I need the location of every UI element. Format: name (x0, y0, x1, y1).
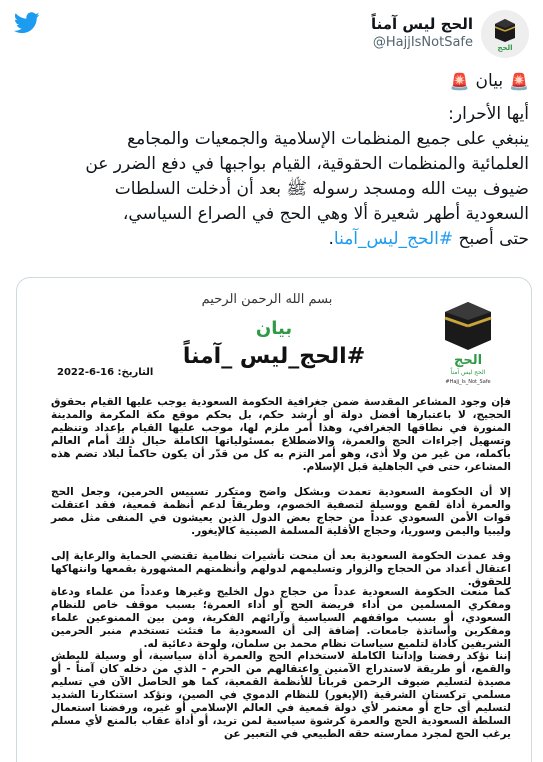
author-names (371, 14, 473, 52)
tweet-line-prefix: حتى أصبح (458, 229, 529, 249)
tweet-heading (14, 66, 529, 96)
statement-document (17, 278, 531, 762)
tweet-line: ضيوف بيت الله ومسجد رسوله ﷺ بعد أن أدخلت السلطات (114, 179, 529, 199)
tweet-line: ينبغي على جميع المنظمات الإسلامية والجمعيات والمجامع (127, 129, 529, 149)
rotating-light-icon: 🚨 (449, 71, 470, 91)
doc-logo-tag: #Hajj_Is_Not_Safe (445, 379, 491, 385)
tweet-last-line (14, 227, 529, 252)
doc-logo-text: الحج (453, 353, 483, 368)
kaaba-logo-icon (481, 10, 529, 58)
document-paragraph: كما منعت الحكومة السعودية عدداً من حجاج دول الخليج وغيرها وعدداً من علماء ودعاة ومفكري المسلمين من أداء فريضة الحج أو أداء العمرة؛ بسبب موقف خاص للنظام السعودي، أو بسبب مواقفهم السياسية وآرائهم الفكرية، ومن بين الممنوعين علماء ومفكرين وأساتذة جامعات. إضافة إلى أن السعودية ما فتئت تستخدم منبر الحرمين الشريفين كأداة لتلميع سياسات نظام محمد بن سلمان، ولوحة دعائية له. (51, 586, 511, 650)
doc-logo-subtext: الحج ليس آمناً (450, 369, 486, 376)
document-paragraph: إننا نؤكد رفضنا وإداننا الكاملة لاستخدام الحج والعمرة أداة سياسية، أو وسيلة للبطش والقمع، أو طريقة لاستدراج الآمنين واعتقالهم من الحرم - الذي من دخله كان آمناً - أو مصيدة لتسليم ضيوف الرحمن قرباناً للأنظمة القمعية، كما هو الحاصل الآن في تسليم مسلمي تركستان الشرقية (الإيغور) للنظام الدموي في الصين، ونؤكد استنكارنا الشديد لتسليم أي حاج أو معتمر لأي دولة قمعية في العالم الإسلامي أو غيره، ورفضنا استعمال السلطة السعودية الحج والعمرة كرشوة سياسية لمن تريد، أو أداة عقاب بالمنع لأي مسلم يرغب الحج لمجرد ممارسته حقه الطبيعي في التعبير عن (51, 650, 511, 740)
document-title: بيان (255, 318, 293, 339)
twitter-bird-icon[interactable] (14, 12, 40, 34)
document-date: التاريخ: 16-6-2022 (57, 367, 154, 378)
hashtag-link[interactable]: #الحج_ليس_آمنا (333, 229, 454, 249)
display-name[interactable]: الحج ليس آمناً (371, 15, 473, 33)
tweet-line: السعودية أطهر شعيرة ألا وهي الحج في الصراع السياسي، (122, 204, 529, 224)
tweet-header (0, 0, 543, 70)
tweet-line: أيها الأحرار: (448, 104, 529, 124)
rotating-light-icon: 🚨 (509, 71, 529, 91)
bismillah: بسم الله الرحمن الرحيم (201, 292, 333, 307)
tweet-text (14, 66, 529, 252)
document-paragraph: فإن وجود المشاعر المقدسة ضمن جغرافية الحكومة السعودية يوجب عليها القيام بحقوق الحجيج، لا باعتبارها أفضل دولة أو أرشد حكم، بل بحكم موقع مكة المكرمة والمدينة المنورة في نطاقها الجغرافي، وهذا أمر ملزم لها، موجب عليها القيام بإعداد وتنظيم وتسهيل إجراءات الحج والعمرة، والاضطلاع بمسئولياتها الكاملة حيال ذلك أمام العالم بأكمله، من غير من ولا أذى، وهو أمر التزم به كل من قدّر أن يكون حاكماً لبلاد تضم هذه المشاعر، حتى في الجاهلية قبل الإسلام. (51, 396, 511, 473)
avatar[interactable] (481, 10, 529, 58)
tweet-media-image[interactable] (16, 277, 532, 762)
document-paragraph: إلا أن الحكومة السعودية تعمدت وبشكل واضح ومتكرر تسييس الحرمين، وجعل الحج والعمرة أداة لقمع ووسيلة لتصفية الخصوم، وطريقاً لدعم أنظمة قمعية، فقد اعتقلت قوات الأمن السعودي عدداً من حجاج بعض الدول الذين يعيشون في المنفى مثل مصر وليبيا واليمن وسوريا، وحجاج الأقلية المسلمة الصينية كالإيغور. (51, 486, 511, 537)
document-subtitle: #الحج_ليس _آمناً (182, 344, 366, 369)
user-handle[interactable]: @HajjIsNotSafe (372, 35, 473, 50)
document-paragraph: وقد عمدت الحكومة السعودية بعد أن منحت تأشيرات نظامية تقتضي الحماية والرعاية إلى اعتقال أعداد من الحجاج والزوار وتسليمهم لدولهم وأنظمتهم المشهورة بقمعها وانتهاكها للحقوق. (51, 550, 511, 588)
tweet-heading-label: بيان (475, 70, 504, 91)
tweet-line-suffix: . (328, 229, 334, 249)
avatar-logo-text: الحج (497, 44, 513, 52)
tweet-line: العلمائية والمنظمات الحقوقية، القيام بواجبها في دفع الضرر عن (85, 154, 529, 174)
kaaba-logo-icon (435, 298, 501, 386)
